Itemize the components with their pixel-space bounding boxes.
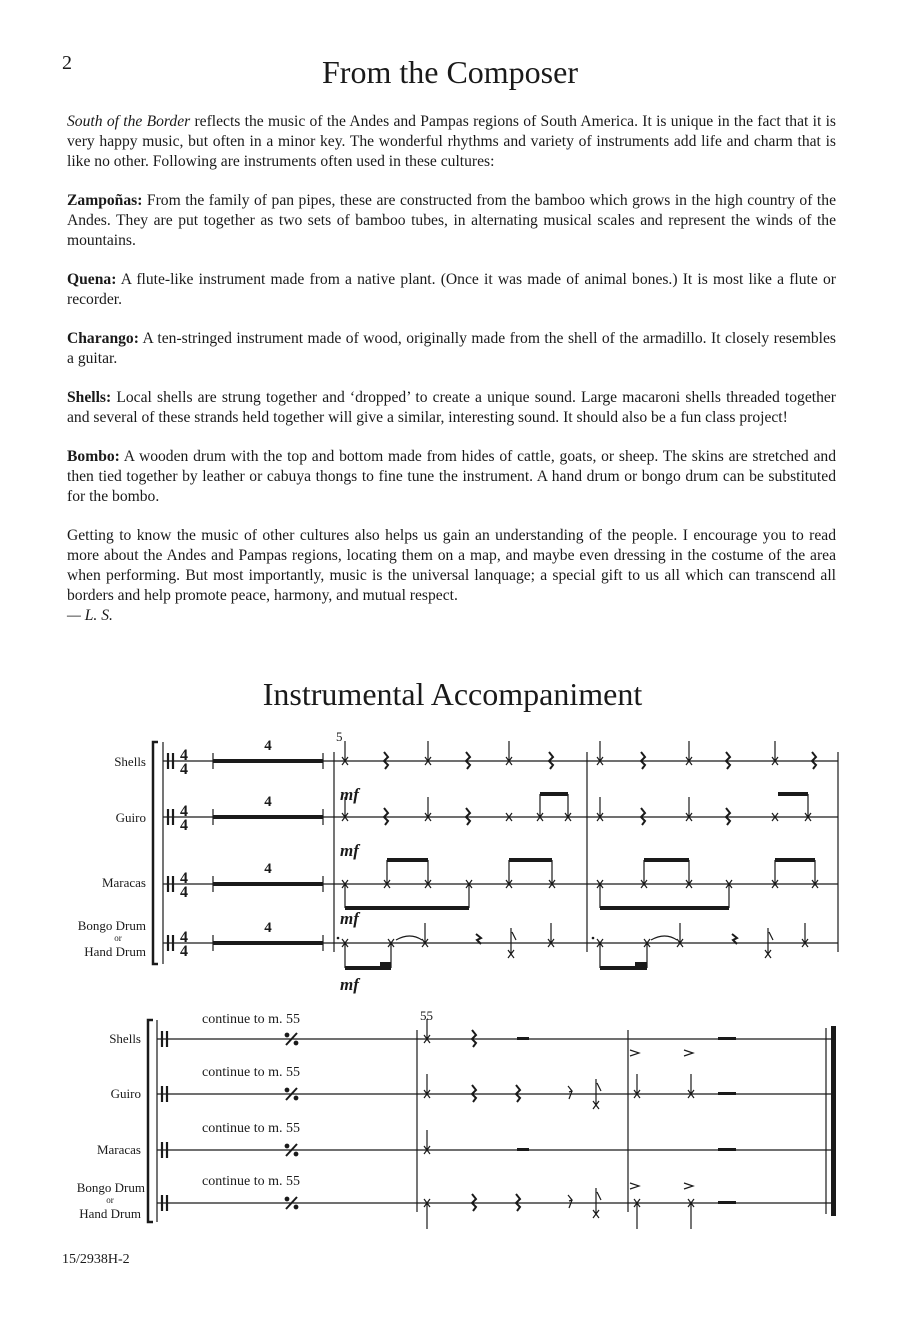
- piece-title: South of the Border: [67, 113, 191, 130]
- svg-text:mf: mf: [340, 785, 359, 804]
- svg-text:4: 4: [180, 761, 188, 778]
- staff-label-shells: Shells: [109, 1031, 141, 1046]
- staff-label-shells: Shells: [114, 754, 146, 769]
- instrument-name: Bombo:: [67, 448, 120, 465]
- barline: [417, 1028, 826, 1214]
- svg-text:4: 4: [180, 929, 188, 946]
- svg-text:continue to m. 55: continue to m. 55: [202, 1065, 300, 1080]
- multirest-count: [264, 738, 272, 936]
- intro-paragraph: South of the Border reflects the music of the Andes and Pampas regions of South America. It is unique in the fact that it is very happy music, but often in a minor key. The wonderful rhythms and variety of instruments add life and charm that is like no other. Following are instruments often used in these cultures:: [67, 113, 836, 170]
- svg-text:4: 4: [180, 817, 188, 834]
- staff-label-bongo-2: Hand Drum: [84, 944, 146, 959]
- instrument-shells: Shells: Local shells are strung together and ‘dropped’ to create a unique sound. Large macaroni shells threaded together and several of these strands held together will give a similar, interesting sound. It should also be a fun class project!: [67, 389, 836, 426]
- instrument-zamponas: Zampoñas: From the family of pan pipes, these are constructed from the bamboo which grows in the high country of the Andes. They are put together as two sets of bamboo tubes, in alternating musical scales and represent the winds of the mountains.: [67, 192, 836, 249]
- page-title: From the Composer: [322, 54, 578, 90]
- svg-text:4: 4: [180, 803, 188, 820]
- signature: — L. S.: [67, 607, 113, 624]
- closing-paragraph: Getting to know the music of other cultures also helps us gain an understanding of the people. I encourage you to read more about the Andes and Pampas regions, locating them on a map, and maybe even dressing in the costume of the area when performing. But most importantly, music is the universal lanquage; a special gift to us all which can transcend all borders and help promote peace, harmony, and mutual respect. — L. S.: [67, 527, 836, 624]
- svg-text:4: 4: [180, 884, 188, 901]
- staff-label-bongo-1: Bongo Drum: [76, 1180, 145, 1195]
- rhythm-notation: [337, 741, 818, 968]
- staff-label-maracas: Maracas: [96, 1142, 141, 1157]
- svg-text:continue to m. 55: continue to m. 55: [202, 1012, 300, 1027]
- instrument-name: Charango:: [67, 330, 139, 347]
- staff-label-or: or: [106, 1195, 114, 1205]
- svg-text:mf: mf: [340, 909, 359, 928]
- svg-text:mf: mf: [340, 975, 359, 994]
- dynamic-marking: [340, 785, 361, 994]
- staff-label-or: or: [114, 933, 122, 943]
- staff-label-maracas: Maracas: [101, 875, 146, 890]
- instrument-name: Zampoñas:: [67, 192, 143, 209]
- system-bracket: [148, 1020, 153, 1222]
- measure-number: 5: [336, 729, 343, 744]
- svg-text:4: 4: [180, 870, 188, 887]
- page-number: 2: [62, 52, 72, 74]
- percussion-clef: [168, 753, 173, 951]
- staff-label-bongo-1: Bongo Drum: [77, 918, 146, 933]
- svg-text:4: 4: [264, 794, 272, 810]
- system-bracket: [153, 742, 158, 964]
- rhythm-notation: [424, 1019, 736, 1229]
- instrument-name: Shells:: [67, 389, 112, 406]
- staff-label-guiro: Guiro: [115, 810, 146, 825]
- instrument-bombo: Bombo: A wooden drum with the top and bottom made from hides of cattle, goats, or sheep. The skins are stretched and then tied together by leather or cabuya thongs to fine tune the instrument. A hand drum or bongo drum can be substituted for the bombo.: [67, 448, 836, 505]
- staff-label-guiro: Guiro: [110, 1086, 141, 1101]
- svg-text:continue to m. 55: continue to m. 55: [202, 1174, 300, 1189]
- svg-text:4: 4: [264, 920, 272, 936]
- score-system-2: [77, 1008, 836, 1229]
- section-subtitle: Instrumental Accompaniment: [262, 676, 643, 712]
- percussion-clef: [162, 1031, 167, 1211]
- catalog-number: 15/2938H-2: [62, 1252, 130, 1267]
- instrument-name: Quena:: [67, 271, 117, 288]
- instrument-quena: Quena: A flute-like instrument made from a native plant. (Once it was made of animal bones.) It is most like a flute or recorder.: [67, 271, 836, 308]
- svg-text:4: 4: [264, 738, 272, 754]
- svg-text:4: 4: [180, 943, 188, 960]
- instrument-charango: Charango: A ten-stringed instrument made of wood, originally made from the shell of the armadillo. It closely resembles a guitar.: [67, 330, 836, 367]
- score-system-1: [78, 729, 838, 994]
- svg-text:continue to m. 55: continue to m. 55: [202, 1121, 300, 1136]
- barline: [334, 752, 838, 952]
- svg-text:4: 4: [180, 747, 188, 764]
- final-barline: [831, 1026, 836, 1216]
- time-signature: [180, 747, 188, 960]
- svg-text:4: 4: [264, 861, 272, 877]
- measure-number: 55: [420, 1008, 433, 1023]
- staff-label-bongo-2: Hand Drum: [79, 1206, 141, 1221]
- svg-text:mf: mf: [340, 841, 359, 860]
